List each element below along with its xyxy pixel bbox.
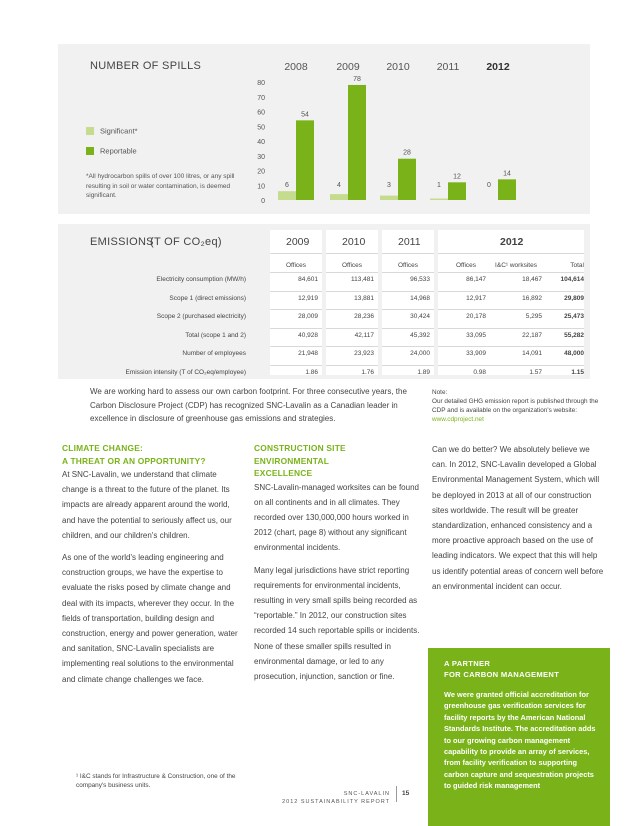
legend-label-reportable: Reportable [100,146,137,156]
emissions-cell: 45,392 [410,331,430,339]
climate-paragraph-1: At SNC-Lavalin, we understand that climate change is a threat to the future of the planet. Its impacts are already apparent around the world, and have the potential to seriously affect us, our children, and our children's children. [62,470,232,540]
emissions-cell: 42,117 [354,331,374,339]
reportable-bar [348,85,366,200]
y-tick-label: 10 [257,183,265,191]
emissions-cell: 12,917 [466,294,486,302]
emissions-row-rule [438,291,584,292]
emissions-cell: 1.15 [571,368,584,376]
emissions-row-rule [438,272,584,273]
emissions-row-label: Total (scope 1 and 2) [185,331,246,339]
footer-divider [396,786,397,802]
y-tick-label: 40 [257,139,265,146]
emissions-row-rule [270,291,322,292]
emissions-cell: 13,881 [354,294,374,302]
emissions-row-rule [438,346,584,347]
reportable-data-label: 78 [353,75,361,83]
emissions-cell: 1.57 [529,368,542,376]
reportable-data-label: 14 [503,170,511,178]
year-rule-2011 [382,253,434,254]
col-head-2011-offices: Offices [397,262,419,269]
col-head-2010-offices: Offices [341,262,363,269]
page-number: 15 [402,790,410,797]
year-rule-2010 [326,253,378,254]
emissions-cell: 28,009 [298,313,318,320]
y-tick-label: 30 [257,153,265,161]
emissions-cell: 21,948 [298,350,318,357]
column-climate-change [62,442,240,687]
cdp-link[interactable]: www.cdproject.net [432,416,484,423]
emissions-cell: 5,295 [525,313,542,320]
emissions-title: EMISSIONS [90,236,154,248]
emissions-year-2009: 2009 [286,236,310,248]
emissions-cell: 14,968 [410,294,430,302]
emissions-row-label: Electricity consumption (MW/h) [156,276,246,283]
emissions-year-2010: 2010 [342,236,366,248]
climate-paragraph-2: As one of the world's leading engineering and construction groups, we have the expertise to evaluate the risks posed by climate change and deal with its impacts, wherever they occur. In the fields of transportation, building design and construction, energy and power generation, water and sanitation, SNC-Lavalin specialists are implementing real solutions to the environmental and climate change challenges we face. [62,553,238,684]
ghg-note [432,388,612,424]
emissions-row-rule [326,365,378,366]
greenbox-heading-line2: FOR CARBON MANAGEMENT [444,670,560,679]
emissions-unit: (T OF CO₂eq) [150,236,222,248]
emissions-cell: 96,533 [410,276,430,283]
spills-legend [86,122,138,160]
emissions-row-label: Emission intensity (T of CO₂eq/employee) [125,368,246,376]
reportable-data-label: 28 [403,149,411,157]
ghg-note-label: Note: [432,389,448,396]
legend-item-significant [86,122,138,140]
construction-heading-line2: EXCELLENCE [254,468,313,478]
significant-data-label: 3 [387,182,391,189]
ic-footnote: ¹ I&C stands for Infrastructure & Construction, one of the company's business units. [76,773,236,789]
emissions-year-2012: 2012 [500,236,524,248]
footer-report: 2012 SUSTAINABILITY REPORT [282,799,390,805]
legend-swatch-significant [86,127,94,135]
column-do-better [432,442,604,594]
emissions-cell: 25,473 [564,313,584,320]
emissions-cell: 1.76 [361,368,374,376]
column-construction-site [254,442,422,684]
emissions-row-rule [326,346,378,347]
emissions-row-rule [270,346,322,347]
y-tick-label: 60 [257,109,265,117]
construction-paragraph-2: Many legal jurisdictions have strict reporting requirements for environmental incidents, resulting in very small spills being recorded as “reportable.” In 2012, our construction sites recorded 14 such reportable spills or incidents. None of these smaller spills resulted in environmental damage, or led to any prosecution, injunction, sanction or fine. [254,565,420,681]
reportable-bar [296,120,314,200]
greenbox-body: We were granted official accreditation for greenhouse gas verification services for facility reports by the American National Standards Institute. The accreditation adds to our growing carbon management capability to provide an array of services, from facility verification to supporting carbon capture and sequestration projects to guided risk management [444,690,596,791]
emissions-cell: 1.86 [305,368,318,376]
intro-text: We are working hard to assess our own carbon footprint. For three consecutive years, the Carbon Disclosure Project (CDP) has recognized SNC-Lavalin as a Canadian leader in excellence in disclosure of greenhouse gas emissions and strategies. [90,387,407,423]
col-head-2012-total: Total [570,262,584,269]
emissions-cell: 86,147 [466,276,486,283]
emissions-row-rule [438,309,584,310]
emissions-cell: 48,000 [564,350,584,357]
emissions-row-rule [382,346,434,347]
reportable-data-label: 54 [301,111,309,119]
spills-chart [240,55,580,210]
emissions-cell: 23,923 [354,350,374,357]
emissions-cell: 33,909 [466,350,486,357]
significant-data-label: 1 [437,182,441,189]
reportable-bar [498,179,516,200]
emissions-cell: 16,892 [522,294,542,302]
significant-bar [330,194,348,200]
emissions-row-label: Number of employees [182,350,246,357]
col-head-2012-offices: Offices [455,262,477,269]
y-tick-label: 20 [257,168,265,176]
climate-heading-line2: A THREAT OR AN OPPORTUNITY? [62,455,206,466]
emissions-row-rule [438,328,584,329]
construction-heading-line1: CONSTRUCTION SITE ENVIRONMENTAL [254,443,346,466]
spills-footnote: *All hydrocarbon spills of over 100 litres, or any spill resulting in soil or water contamination, is deemed significant. [86,173,235,199]
emissions-row-rule [270,309,322,310]
footer-credit [280,790,390,806]
emissions-cell: 14,091 [522,350,542,357]
significant-data-label: 6 [285,182,289,189]
emissions-row-rule [270,328,322,329]
emissions-row-rule [326,291,378,292]
emissions-row-rule [438,365,584,366]
construction-paragraph-1: SNC-Lavalin-managed worksites can be found on all continents and in all climates. They recorded over 130,000,000 hours worked in 2012 (chart, page 8) without any significant environmental incidents. [254,482,419,553]
emissions-cell: 33,095 [466,331,486,339]
emissions-cell: 30,424 [410,313,430,320]
emissions-cell: 84,601 [298,276,318,283]
category-label: 2009 [336,61,360,73]
emissions-row-rule [270,272,322,273]
emissions-row-rule [270,365,322,366]
year-rule-2012 [438,253,584,254]
greenbox-heading-line1: A PARTNER [444,659,491,668]
emissions-cell: 28,236 [354,313,374,320]
emissions-cell: 55,282 [564,331,584,339]
emissions-row-rule [382,291,434,292]
col-head-2009-offices: Offices [285,262,307,269]
y-tick-label: 80 [257,80,265,87]
emissions-row-rule [326,309,378,310]
emissions-cell: 104,614 [560,276,584,283]
emissions-row-label: Scope 2 (purchased electricity) [156,313,246,320]
significant-data-label: 0 [487,182,491,189]
reportable-bar [448,182,466,200]
category-label: 2010 [386,61,410,73]
emissions-cell: 24,000 [410,350,430,357]
emissions-row-rule [382,365,434,366]
y-tick-label: 0 [261,198,265,205]
legend-label-significant: Significant* [100,126,138,136]
footer-company: SNC-LAVALIN [343,791,390,797]
category-label: 2012 [486,61,510,73]
ghg-note-text: Our detailed GHG emission report is published through the CDP and is available on the organization's website: [432,398,599,414]
category-label: 2011 [436,61,460,73]
climate-heading-line1: CLIMATE CHANGE: [62,443,144,453]
spills-title: NUMBER OF SPILLS [90,60,202,72]
emissions-row-rule [326,328,378,329]
emissions-cell: 18,467 [522,276,542,283]
legend-item-reportable [86,142,138,160]
emissions-cell: 113,481 [350,276,374,283]
emissions-row-rule [382,328,434,329]
do-better-paragraph: Can we do better? We absolutely believe we can. In 2012, SNC-Lavalin developed a Global Environmental Management System, which will be deployed in 2013 at all of our construction sites worldwide. The result will be greater standardization, enhanced consistency and a more proactive approach based on the use of leading indicators. We expect that this will help us identify potential areas of concern well before an environmental incident can occur. [432,445,604,591]
carbon-management-box [428,648,610,826]
emissions-cell: 1.89 [417,368,430,376]
col-head-2012-ic-worksites: I&C¹ worksites [495,262,537,269]
significant-data-label: 4 [337,182,341,189]
emissions-row-rule [382,309,434,310]
emissions-cell: 22,187 [522,331,542,339]
emissions-cell: 0.98 [473,368,486,376]
emissions-year-2011: 2011 [398,236,421,248]
y-tick-label: 70 [257,94,265,102]
significant-bar [380,196,398,200]
year-rule-2009 [270,253,322,254]
category-label: 2008 [284,61,308,73]
emissions-cell: 29,809 [564,294,584,302]
significant-bar [430,199,448,200]
significant-bar [278,191,296,200]
emissions-row-rule [382,272,434,273]
legend-swatch-reportable [86,147,94,155]
emissions-row-label: Scope 1 (direct emissions) [169,294,246,302]
emissions-row-rule [326,272,378,273]
reportable-bar [398,159,416,200]
y-tick-label: 50 [257,124,265,132]
emissions-cell: 40,928 [298,331,318,339]
emissions-cell: 12,919 [298,294,318,302]
reportable-data-label: 12 [453,173,461,181]
emissions-cell: 20,178 [466,313,486,320]
